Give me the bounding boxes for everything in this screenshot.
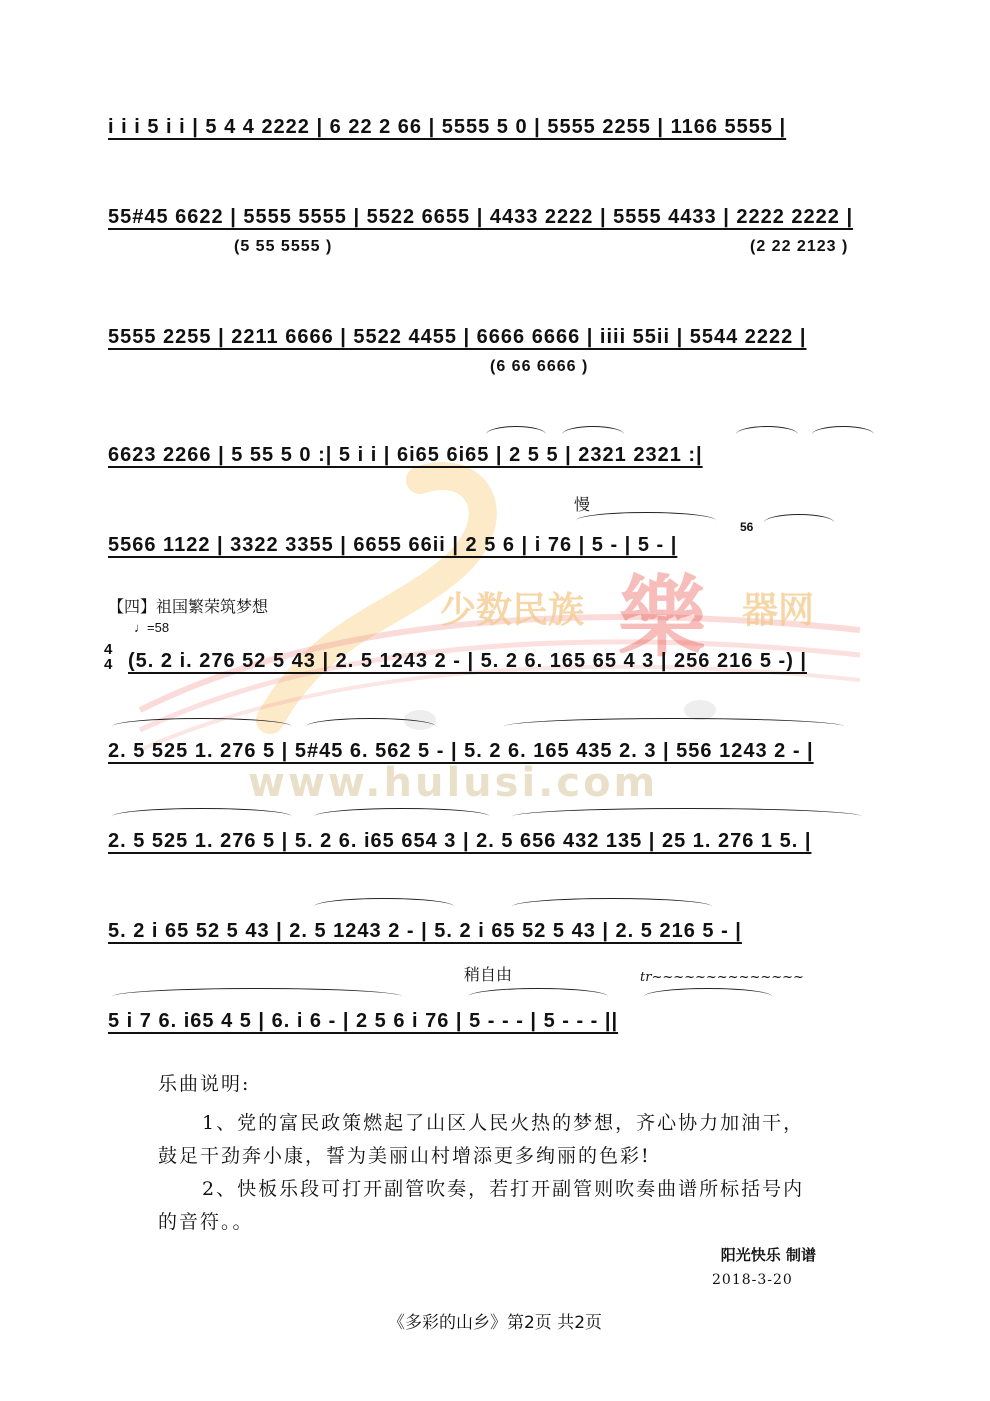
slur (504, 718, 844, 735)
slur (112, 718, 292, 735)
time-signature (104, 642, 112, 672)
slur (812, 426, 874, 443)
explanation-heading: 乐曲说明: (158, 1073, 251, 1095)
score-line-10 (108, 1002, 892, 1052)
score-line-4 (108, 436, 892, 486)
time-sig-top: 4 (104, 641, 113, 658)
trill-mark: tr~~~~~~~~~~~~~~ (640, 970, 804, 985)
slur (576, 512, 716, 529)
section-title: 【四】祖国繁荣筑梦想 (108, 597, 269, 616)
page-footer: 《多彩的山乡》第2页 共2页 (387, 1313, 603, 1333)
watermark-site-name: 少数民族 (440, 590, 585, 631)
score-line-1 (108, 108, 892, 158)
notation-text: 2. 5 525 1. 276 5 | 5#45 6. 562 5 - | 5. 2 6. 165 435 2. 3 | 556 1243 2 - | (108, 740, 814, 762)
slur (314, 898, 454, 915)
notation-text: 5566 1122 | 3322 3355 | 6655 66ii | 2 5 6 | i 76 | 5 - | 5 - | (108, 534, 678, 556)
slur (314, 808, 490, 825)
notation-text: i i i 5 i i | 5 4 4 2222 | 6 22 2 66 | 5555 5 0 | 5555 2255 | 1166 5555 | (108, 116, 787, 138)
slur (512, 898, 712, 915)
score-line-9 (108, 912, 892, 962)
alt-notes-a: (5 55 5555 ) (234, 238, 333, 255)
slur (736, 426, 798, 443)
slur (306, 718, 436, 735)
score-line-7 (108, 732, 892, 782)
notation-text: 2. 5 525 1. 276 5 | 5. 2 6. i65 654 3 | 2. 5 656 432 135 | 25 1. 276 1 5. | (108, 830, 812, 852)
explanation-p1a: 1、党的富民政策燃起了山区人民火热的梦想，齐心协力加油干， (202, 1112, 805, 1134)
alt-notes-c: (6 66 6666 ) (490, 358, 589, 375)
slur (486, 426, 546, 443)
notation-text: (5. 2 i. 276 52 5 43 | 2. 5 1243 2 - | 5. 2 6. 165 65 4 3 | 256 216 5 -) | (128, 650, 808, 672)
score-line-6 (128, 642, 892, 692)
alt-notes-b: (2 22 2123 ) (750, 238, 849, 255)
tempo-mark: ♩=58 (134, 620, 170, 635)
slur (764, 514, 834, 531)
explanation-p2a: 2、快板乐段可打开副管吹奏，若打开副管则吹奏曲谱所标括号内 (202, 1178, 805, 1200)
slur (112, 988, 402, 1005)
date: 2018-3-20 (712, 1272, 793, 1288)
watermark-url: www.hulusi.com (248, 760, 659, 806)
explanation-p1b: 鼓足干劲奔小康，誓为美丽山村增添更多绚丽的色彩! (158, 1145, 651, 1167)
notation-text: 5. 2 i 65 52 5 43 | 2. 5 1243 2 - | 5. 2 i 65 52 5 43 | 2. 5 216 5 - | (108, 920, 742, 942)
slow-mark: 慢 (574, 495, 591, 514)
grace-note: 56 (740, 520, 754, 534)
slur (112, 808, 292, 825)
slur (644, 988, 772, 1005)
score-line-8 (108, 822, 892, 872)
notation-text: 55#45 6622 | 5555 5555 | 5522 6655 | 4433 2222 | 5555 4433 | 2222 2222 | (108, 206, 854, 228)
time-sig-bottom: 4 (104, 656, 113, 673)
watermark-site-suffix: 器网 (742, 590, 815, 631)
author-credit: 阳光快乐 制谱 (720, 1246, 816, 1264)
slur (512, 808, 862, 825)
notation-text: 5555 2255 | 2211 6666 | 5522 4455 | 6666 6666 | iiii 55ii | 5544 2222 | (108, 326, 807, 348)
slur (468, 988, 608, 1005)
music-explanation (158, 1068, 858, 1239)
slur (562, 426, 624, 443)
watermark-yue-glyph: 樂 (618, 565, 707, 669)
score-line-5 (108, 526, 892, 576)
notation-text: 6623 2266 | 5 55 5 0 :| 5 i i | 6i65 6i65 | 2 5 5 | 2321 2321 :| (108, 444, 703, 466)
explanation-p2b: 的音符。。 (158, 1211, 254, 1233)
free-tempo-mark: 稍自由 (464, 965, 513, 984)
notation-text: 5 i 7 6. i65 4 5 | 6. i 6 - | 2 5 6 i 76 | 5 - - - | 5 - - - || (108, 1010, 619, 1032)
